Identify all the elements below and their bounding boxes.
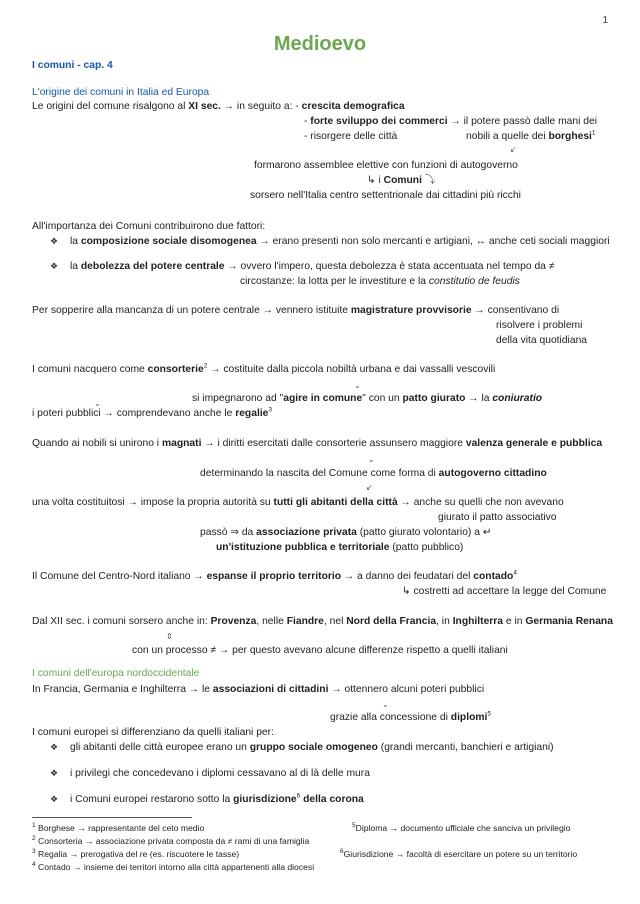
northwest-line-2: grazie alla concessione di diplomi$^5$ [330,710,492,723]
footnote-4: $^4$ Contado → insieme dei territori intorno alla città appartenenti alla diocesi [32,861,315,872]
footnote-2: $^2$ Consorteria → associazione privata composta da ≠ rami di una famiglia [32,835,310,846]
page-number: 1 [602,15,608,26]
northwest-line-1: In Francia, Germania e Inghilterra → le associazioni di cittadini → ottennero alcuni poteri pubblici [32,684,485,695]
arrow-sw-icon: ↙ [510,145,517,154]
consorterie-line-1: I comuni nacquero come consorterie$^2$ → costituite dalla piccola nobiltà urbana e dai vassalli vescovili [32,362,496,375]
bullet-diamond-icon: ❖ [50,794,59,804]
magistrature-line-1: Per sopperire alla mancanza di un potere centrale → vennero istituite magistrature provvisorie → consentivano di [32,305,560,316]
section-heading-northwest: I comuni dell'europa nordoccidentale [32,668,200,679]
origins-line-5: ↳ i Comuni ⤵ [367,175,436,186]
europe-line-2: con un processo ≠ → per questo avevano alcune differenze rispetto a quelli italiani [132,645,508,656]
chevron-down-icon: ⌄ [382,700,389,709]
origins-line-2: - forte sviluppo dei commerci → il potere passò dalle mani dei [304,116,598,127]
origins-line-6: sorsero nell'Italia centro settentrionale dai cittadini più ricchi [250,190,521,201]
magnati-line-2: determinando la nascita del Comune come forma di autogoverno cittadino [200,468,547,479]
northwest-line-3: I comuni europei si differenziano da quelli italiani per: [32,727,274,738]
magnati-line-5: passò ⇒ da associazione privata (patto giurato volontario) a ↵ [200,527,492,538]
difference-3: i Comuni europei restarono sotto la giurisdizione$^6$ della corona [70,792,364,805]
origins-line-1: Le origini del comune risalgono al XI sec. → in seguito a: - crescita demografica [32,101,405,112]
origins-line-3b: nobili a quelle dei borghesi$^1$ [466,129,596,142]
difference-2: i privilegi che concedevano i diplomi cessavano al di là delle mura [70,768,370,779]
factor-1: la composizione sociale disomogenea → erano presenti non solo mercanti e artigiani, ↔ anche ceti sociali maggiori [70,236,610,247]
footnote-3: $^3$ Regalia → prerogativa del re (es. riscuotere le tasse) [32,848,240,859]
factors-intro: All'importanza dei Comuni contribuirono due fattori: [32,221,266,232]
footnote-6: $^6$Giurisdizione → facoltà di esercitare un potere su un territorio [340,848,578,859]
origins-line-4: formarono assemblee elettive con funzioni di autogoverno [254,160,518,171]
magnati-line-3: una volta costituitosi → impose la propria autorità su tutti gli abitanti della città → anche su quelli che non avevano [32,497,564,508]
magnati-line-6: un'istituzione pubblica e territoriale (patto pubblico) [216,542,464,553]
factor-2: la debolezza del potere centrale → ovvero l'impero, questa debolezza è stata accentuata nel tempo da ≠ [70,261,555,272]
difference-1: gli abitanti delle città europee erano un gruppo sociale omogeneo (grandi mercanti, banchieri e artigiani) [70,742,554,753]
magistrature-line-3: della vita quotidiana [496,335,588,346]
consorterie-line-3: i poteri pubblici → comprendevano anche le regalie$^3$ [32,406,273,419]
bullet-diamond-icon: ❖ [50,236,59,246]
arrow-sw-icon: ↙ [366,483,373,492]
chevron-down-icon: ⌄ [368,455,375,464]
factor-2-cont: circostanze: la lotta per le investiture e la constitutio de feudis [240,276,520,287]
footnote-5: $^5$Diploma → documento ufficiale che sanciva un privilegio [352,822,571,833]
footnote-1: $^1$ Borghese → rappresentante del ceto medio [32,822,205,833]
magnati-line-4: giurato il patto associativo [438,512,557,523]
contado-line-1: Il Comune del Centro-Nord italiano → espanse il proprio territorio → a danno dei feudatari del contado$^4$ [32,569,517,582]
footnote-divider [32,817,192,818]
magnati-line-1: Quando ai nobili si unirono i magnati → i diritti esercitati dalle consorterie assunsero maggiore valenza generale e pubblica [32,438,603,449]
section-heading-origins: L'origine dei comuni in Italia ed Europa [32,87,210,98]
updown-arrow-icon: ⇕ [166,632,173,641]
chevron-down-icon: ⌄ [354,381,361,390]
chevron-down-icon: ⌄ [94,399,101,408]
europe-line-1: Dal XII sec. i comuni sorsero anche in: Provenza, nelle Fiandre, nel Nord della Francia, in Inghilterra e in Germania Renana [32,616,613,627]
bullet-diamond-icon: ❖ [50,261,59,271]
chapter-heading: I comuni - cap. 4 [32,60,113,71]
magistrature-line-2: risolvere i problemi [496,320,583,331]
consorterie-line-2: si impegnarono ad "agire in comune" con un patto giurato → la coniuratio [192,393,543,404]
origins-line-3a: - risorgere delle città [304,131,398,142]
bullet-diamond-icon: ❖ [50,768,59,778]
contado-line-2: ↳ costretti ad accettare la legge del Comune [402,586,607,597]
page-title: Medioevo [273,33,367,55]
bullet-diamond-icon: ❖ [50,742,59,752]
